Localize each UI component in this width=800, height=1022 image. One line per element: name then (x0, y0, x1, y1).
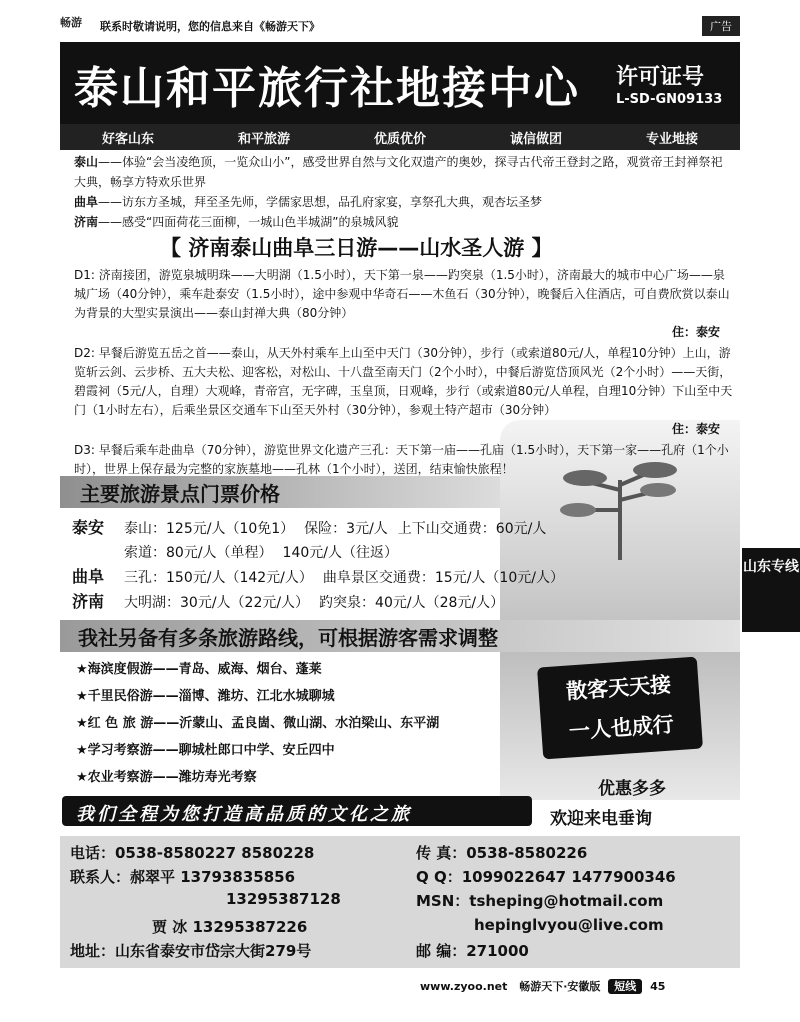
route-title: 【 济南泰山曲阜三日游——山水圣人游 】 (160, 236, 553, 260)
slogan: 好客山东 (101, 131, 154, 147)
price-table (72, 516, 672, 615)
price-section-header (60, 476, 500, 508)
route-list-item: ★学习考察游——聊城杜郎口中学、安丘四中 (76, 743, 335, 758)
contact-fax: 传 真：0538-8580226 (416, 844, 588, 862)
day-text: 济南接团，游览泉城明珠——大明湖（1.5小时），天下第一泉——趵突泉（1.5小时），济南最大的城市中心广场——泉城广场（40分钟），乘车赴泰安（1.5小时），途中参观中华奇石——木鱼石（30分钟），晚餐后入住酒店，可自费欣赏以泰山为背景的大型实景演出——泰山封禅大典（80分钟） (74, 268, 730, 320)
page-footer (420, 978, 665, 994)
side-tab: 山东专线 (742, 548, 800, 632)
itinerary-day (74, 441, 734, 479)
contact-postcode: 邮 编：271000 (416, 942, 529, 960)
price-item: 泰山：125元/人（10免1） (124, 521, 295, 537)
badge-line: 一人也成行 (568, 712, 675, 744)
intro-item (74, 192, 734, 212)
contact-tel: 电话：0538-8580227 8580228 (70, 844, 315, 862)
intro-place: 济南 (74, 215, 99, 229)
header-banner (60, 42, 740, 124)
price-heading: 主要旅游景点门票价格 (80, 482, 280, 506)
slogan: 诚信做团 (509, 131, 562, 147)
contact-person: 联系人：郝翠平 13793835856 (70, 868, 296, 886)
price-city: 曲阜 (72, 567, 105, 586)
intro-item (74, 212, 734, 232)
itinerary-day (74, 266, 734, 342)
contact-qq: Q Q：1099022647 1477900346 (416, 868, 676, 886)
contact-person-phone: 13295387128 (226, 890, 341, 908)
banner-text: 我们全程为您打造高品质的文化之旅 (76, 804, 412, 825)
ad-label: 广告 (702, 16, 740, 36)
price-item: 曲阜景区交通费：15元/人（10元/人） (322, 570, 564, 586)
routes-section-header (60, 620, 740, 652)
route-list-item: ★千里民俗游——淄博、潍坊、江北水城聊城 (76, 689, 335, 704)
price-city: 济南 (72, 592, 105, 611)
price-item: 趵突泉：40元/人（28元/人） (319, 595, 505, 611)
route-list (76, 656, 546, 791)
license-label: 许可证号 (616, 65, 705, 90)
walkin-badge (537, 657, 703, 760)
price-item: 三孔：150元/人（142元/人） (124, 570, 313, 586)
price-city: 泰安 (72, 518, 105, 537)
footer-site: www.zyoo.net (420, 980, 508, 993)
price-item: 上下山交通费：60元/人 (397, 521, 547, 537)
destination-intro (74, 152, 734, 232)
contact-person: 贾 冰 13295387226 (152, 918, 308, 936)
price-item: 保险：3元/人 (304, 521, 388, 537)
slogan: 专业地接 (645, 131, 698, 147)
route-list-item: ★海滨度假游——青岛、威海、烟台、蓬莱 (76, 662, 322, 677)
welcome-text: 欢迎来电垂询 (550, 809, 652, 829)
culture-banner (62, 796, 532, 826)
day-text: 早餐后乘车赴曲阜（70分钟），游览世界文化遗产三孔：天下第一庙——孔庙（1.5小时），天下第一家——孔府（1个小时），世界上保存最为完整的家族墓地——孔林（1个小时），送团，结束愉快旅程！ (74, 443, 729, 476)
contact-panel (60, 836, 740, 968)
itinerary (74, 266, 734, 481)
intro-text: ——感受“四面荷花三面柳，一城山色半城湖”的泉城风貌 (98, 215, 399, 229)
day-label: D3: (74, 443, 95, 457)
price-item: 大明湖：30元/人（22元/人） (124, 595, 310, 611)
source-note: 联系时敬请说明，您的信息来自《畅游天下》 (100, 20, 320, 33)
slogan: 和平旅游 (237, 131, 290, 147)
intro-text: ——体验“会当凌绝顶，一览众山小”，感受世界自然与文化双遗产的奥妙，探寻古代帝王登封之路，观赏帝王封禅祭祀大典，畅享方特欢乐世界 (74, 155, 723, 189)
top-bar (60, 14, 740, 40)
footer-magazine: 畅游天下·安徽版 (519, 980, 601, 993)
page-number: 45 (650, 980, 666, 993)
price-item: 索道：80元/人（单程） (124, 545, 273, 561)
price-row (72, 590, 672, 615)
agency-title: 泰山和平旅行社地接中心 (74, 63, 580, 114)
magazine-logo: 畅游 (60, 16, 82, 29)
intro-item (74, 152, 734, 192)
routes-heading: 我社另备有多条旅游路线，可根据游客需求调整 (78, 626, 498, 650)
contact-email: hepinglvyou@live.com (474, 916, 664, 934)
day-text: 早餐后游览五岳之首——泰山，从天外村乘车上山至中天门（30分钟），步行（或索道80元/人，单程10分钟）上山，游览斩云剑、云步桥、五大夫松、迎客松，对松山、十八盘至南天门（2个小时），中餐后游览岱顶风光（2个小时）——天街，碧霞祠（5元/人，自理）大观峰，青帝宫，无字碑，玉皇顶，日观峰，步行（或索道80元/人单程，自理10分钟）下山至中天门（1小时左右），后乘坐景区交通车下山至天外村（30分钟），参观土特产超市（30分钟） (74, 346, 733, 417)
day-stay: 住：泰安 (671, 422, 720, 436)
day-label: D2: (74, 346, 95, 360)
footer-tag: 短线 (608, 979, 642, 994)
intro-text: ——访东方圣城，拜至圣先师，学儒家思想，品孔府家宴，享祭孔大典，观杏坛圣梦 (98, 195, 543, 209)
day-stay: 住：泰安 (671, 325, 720, 339)
day-label: D1: (74, 268, 95, 282)
route-list-item: ★农业考察游——潍坊寿光考察 (76, 770, 257, 785)
promo-text: 优惠多多 (598, 779, 666, 799)
slogan-bar (60, 124, 740, 150)
itinerary-day (74, 344, 734, 439)
contact-msn: MSN：tsheping@hotmail.com (416, 892, 664, 910)
slogan: 优质优价 (373, 131, 426, 147)
price-item: 140元/人（往返） (282, 545, 398, 561)
intro-place: 曲阜 (74, 195, 99, 209)
price-row (72, 565, 672, 590)
price-row (72, 516, 672, 541)
license-number: L-SD-GN09133 (616, 92, 723, 107)
price-row (72, 541, 672, 565)
badge-line: 散客天天接 (565, 672, 672, 704)
intro-place: 泰山 (74, 155, 99, 169)
route-list-item: ★红 色 旅 游——沂蒙山、孟良崮、微山湖、水泊梁山、东平湖 (76, 716, 440, 731)
contact-address: 地址：山东省泰安市岱宗大街279号 (70, 942, 312, 960)
